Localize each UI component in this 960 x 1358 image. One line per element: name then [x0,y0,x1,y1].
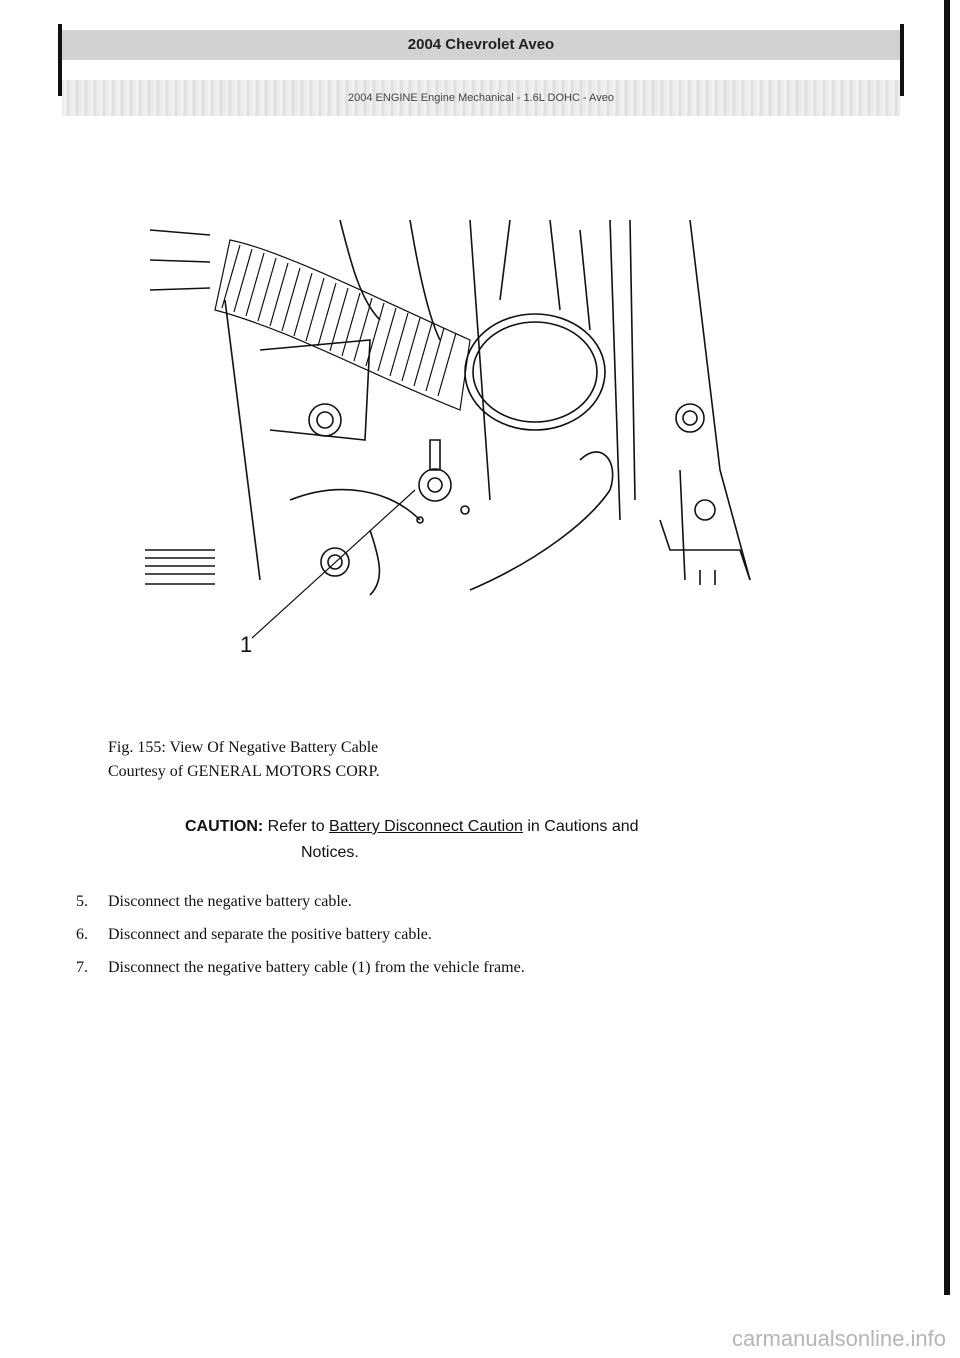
cable-terminal [430,440,440,470]
step-number: 7. [76,959,88,976]
step-text: Disconnect and separate the positive battery cable. [108,926,432,943]
step-number: 6. [76,926,88,943]
caution-text-after: in Cautions and [527,818,639,835]
document-subtitle: 2004 ENGINE Engine Mechanical - 1.6L DOHC - Aveo [62,80,900,116]
site-watermark: carmanualsonline.info [731,1326,946,1351]
step-text: Disconnect the negative battery cable (1) from the vehicle frame. [108,959,525,976]
caution-line2: Notices. [301,844,359,861]
caption-credit: Courtesy of GENERAL MOTORS CORP. [108,763,380,780]
document-title: 2004 Chevrolet Aveo [62,30,900,60]
caution-label: CAUTION: [185,818,264,835]
bolt [695,500,715,520]
step-item [76,893,525,926]
battery-disconnect-caution-link[interactable]: Battery Disconnect Caution [329,818,523,835]
round-canister [465,314,605,430]
caution-text-before: Refer to [267,818,325,835]
page-edge-bar [944,0,950,1295]
step-number: 5. [76,893,88,910]
bolt [309,404,341,436]
negative-battery-cable-illustration [140,200,770,660]
corrugated-hose [215,240,470,410]
callout-number: 1 [240,632,253,657]
callout-leader [252,490,415,638]
step-item [76,926,525,959]
procedure-steps [76,893,525,992]
bolt [676,404,704,432]
caption-title: Fig. 155: View Of Negative Battery Cable [108,739,379,756]
page-header [58,24,904,104]
step-text: Disconnect the negative battery cable. [108,893,352,910]
caution-notice [185,814,875,866]
step-item [76,959,525,992]
figure-caption [108,736,380,784]
